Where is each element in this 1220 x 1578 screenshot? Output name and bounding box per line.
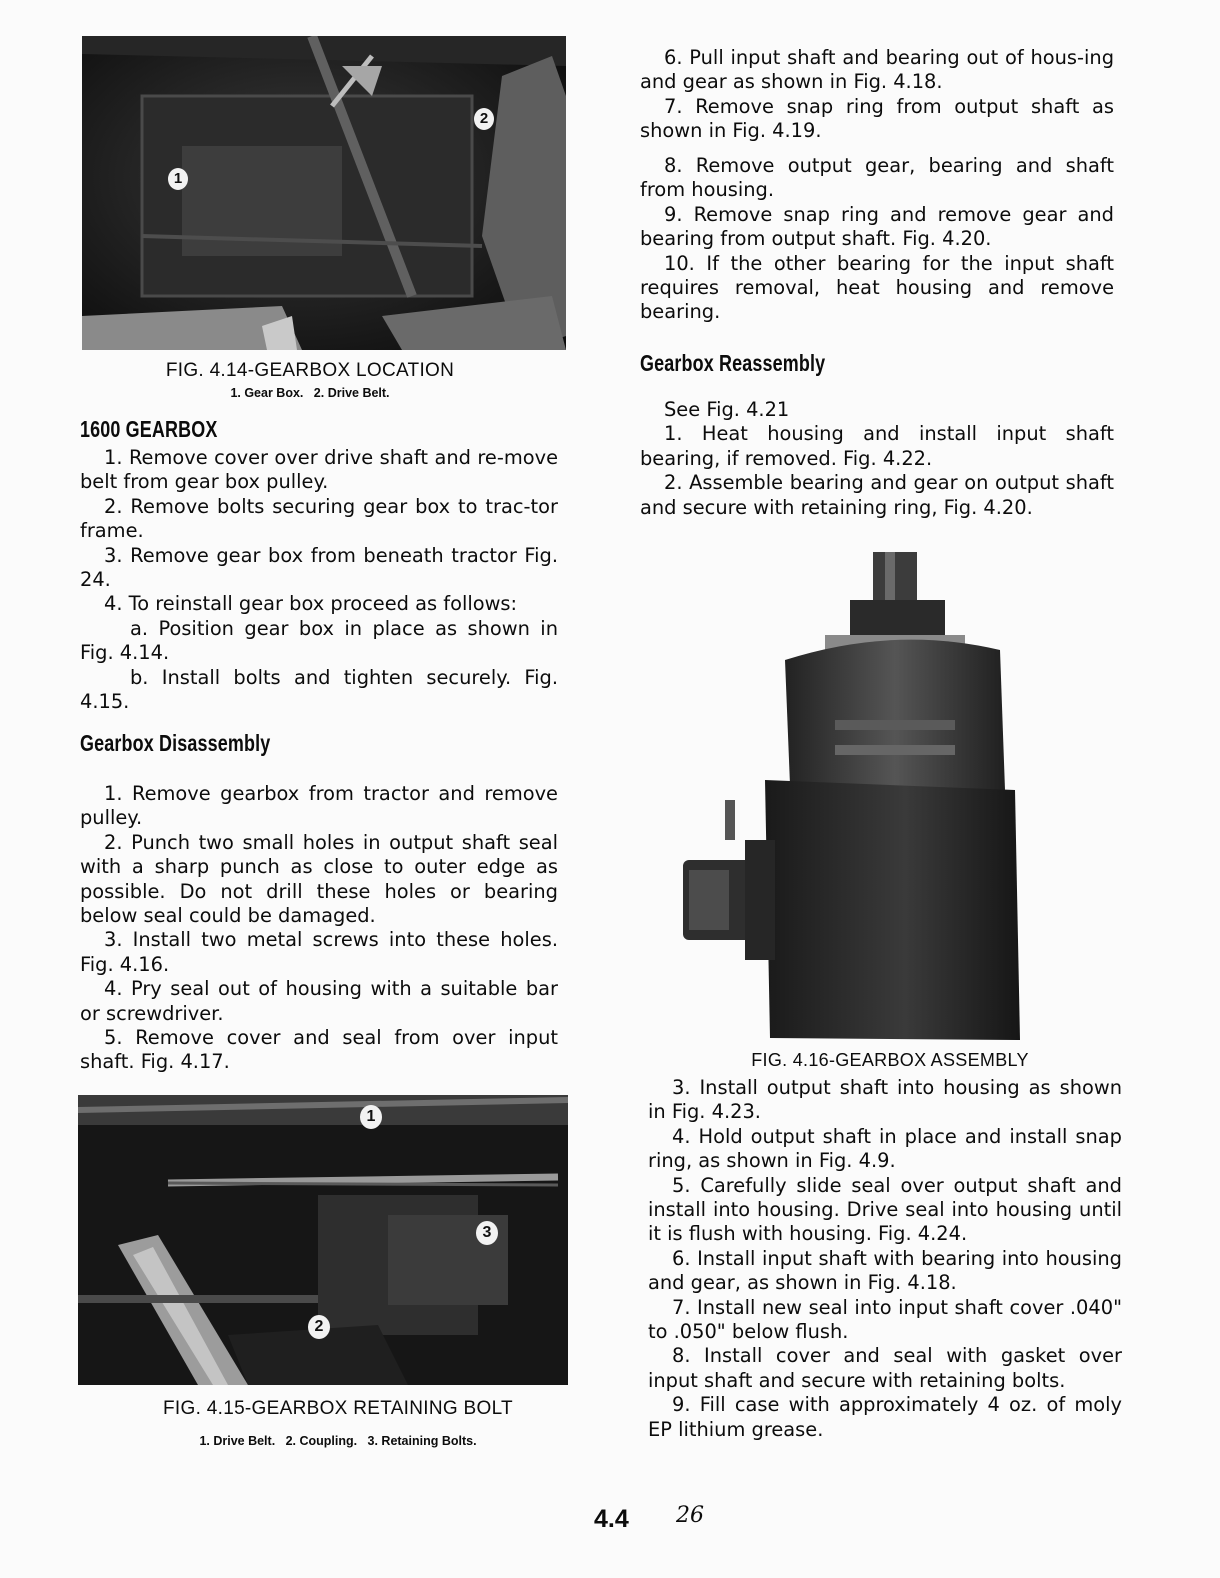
disassembly-step: 4. Pry seal out of housing with a suitable bar or screwdriver. [80,977,558,1025]
disassembly-step: 1. Remove gearbox from tractor and remove pulley. [80,782,558,830]
disassembly-step: 7. Remove snap ring from output shaft as shown in Fig. 4.19. [640,94,1114,143]
gearbox-step: 4. To reinstall gear box proceed as follows: [104,592,518,616]
heading-gearbox-reassembly: Gearbox Reassembly [640,350,826,376]
reassembly-see: See Fig. 4.21 [664,398,790,421]
gearbox-step: 1. Remove cover over drive shaft and re-move belt from gear box pulley. [80,446,558,494]
reassembly-steps-bottom [648,1076,1122,1442]
disassembly-step: 5. Remove cover and seal from over input shaft. Fig. 4.17. [80,1026,558,1074]
reassembly-step: 6. Install input shaft with bearing into housing and gear, as shown in Fig. 4.18. [648,1246,1122,1295]
fig-4-15-legend: 1. Drive Belt. 2. Coupling. 3. Retaining Bolts. [199,1434,477,1448]
gearbox-steps [80,446,558,714]
disassembly-step: 2. Punch two small holes in output shaft seal with a sharp punch as close to outer edge as possible. Do not drill these holes or bearing below seal could be damaged. [80,830,558,928]
callout-2: 2 [474,108,494,130]
disassembly-step: 8. Remove output gear, bearing and shaft from housing. [640,154,1114,202]
reassembly-step: 8. Install cover and seal with gasket over input shaft and secure with retaining bolts. [648,1344,1122,1392]
disassembly-step: 3. Install two metal screws into these holes. Fig. 4.16. [80,928,558,976]
handwritten-page-number: 26 [676,1503,704,1528]
heading-gearbox-disassembly: Gearbox Disassembly [80,730,271,756]
page-number: 4.4 [594,1505,629,1533]
gearbox-step: 3. Remove gear box from beneath tractor Fig. 24. [80,543,558,592]
fig-4-16-caption: FIG. 4.16-GEARBOX ASSEMBLY [751,1050,1029,1070]
reassembly-step: 7. Install new seal into input shaft cover .040" to .050" below flush. [648,1295,1122,1344]
disassembly-step: 9. Remove snap ring and remove gear and bearing from output shaft. Fig. 4.20. [640,202,1114,251]
reassembly-steps-top [640,398,1114,520]
disassembly-step: 10. If the other bearing for the input shaft requires removal, heat housing and remove bearing. [640,251,1114,324]
reassembly-step: 4. Hold output shaft in place and install snap ring, as shown in Fig. 4.9. [648,1124,1122,1173]
disassembly-steps-right-a [640,46,1114,144]
fig-4-15-caption: FIG. 4.15-GEARBOX RETAINING BOLT [163,1398,513,1419]
fig-4-14-photo [82,36,566,350]
reassembly-step: 9. Fill case with approximately 4 oz. of moly EP lithium grease. [648,1393,1122,1441]
disassembly-steps-left [80,782,558,1075]
callout-3: 3 [476,1221,498,1245]
fig-4-16-photo [675,540,1035,1050]
reassembly-step: 2. Assemble bearing and gear on output shaft and secure with retaining ring, Fig. 4.20. [640,471,1114,519]
reassembly-step: 3. Install output shaft into housing as shown in Fig. 4.23. [648,1076,1122,1124]
heading-1600-gearbox: 1600 GEARBOX [80,416,218,442]
disassembly-steps-right-b [640,154,1114,325]
fig-4-15-photo [78,1095,568,1385]
reassembly-step: 5. Carefully slide seal over output shaft and install into housing. Drive seal into housing until it is flush with housing. Fig. 4.24. [648,1173,1122,1246]
fig-4-14-caption: FIG. 4.14-GEARBOX LOCATION [165,360,455,381]
callout-2: 2 [308,1315,330,1339]
callout-1: 1 [168,168,188,190]
gearbox-substep: a. Position gear box in place as shown in Fig. 4.14. [80,616,558,665]
gearbox-step: 2. Remove bolts securing gear box to trac-tor frame. [80,494,558,543]
disassembly-step: 6. Pull input shaft and bearing out of hous-ing and gear as shown in Fig. 4.18. [640,46,1114,94]
reassembly-step: 1. Heat housing and install input shaft bearing, if removed. Fig. 4.22. [640,422,1114,470]
callout-1: 1 [360,1105,382,1129]
gearbox-substep: b. Install bolts and tighten securely. Fig. 4.15. [80,665,558,714]
fig-4-14-legend: 1. Gear Box. 2. Drive Belt. [230,386,390,400]
